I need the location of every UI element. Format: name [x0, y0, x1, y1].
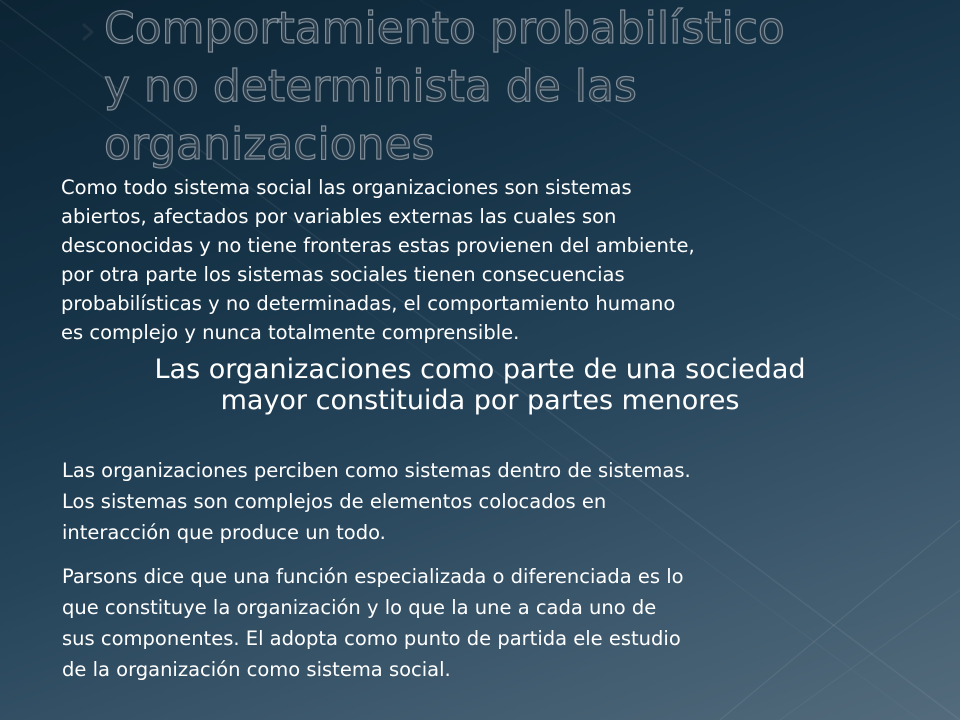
title-line: Comportamiento probabilístico — [104, 3, 785, 54]
title-line: y no determinista de las — [104, 61, 637, 112]
paragraph-line: Las organizaciones perciben como sistemas dentro de sistemas. — [62, 459, 691, 482]
paragraph-line: Parsons dice que una función especializada o diferenciada es lo — [62, 565, 684, 588]
paragraph-line: abiertos, afectados por variables externas las cuales son — [61, 205, 617, 228]
paragraph-line: Como todo sistema social las organizaciones son sistemas — [61, 176, 632, 199]
subheading-line: mayor constituida por partes menores — [220, 385, 740, 416]
paragraph-line: probabilísticas y no determinadas, el comportamiento humano — [61, 292, 676, 315]
paragraph-line: que constituye la organización y lo que la une a cada uno de — [62, 596, 657, 619]
paragraph-line: interacción que produce un todo. — [62, 521, 386, 544]
title-line: organizaciones — [104, 119, 435, 170]
section-subheading — [40, 354, 920, 416]
paragraph-line: desconocidas y no tiene fronteras estas provienen del ambiente, — [61, 234, 695, 257]
chevron-right-icon — [78, 22, 98, 42]
paragraph-line: sus componentes. El adopta como punto de partida ele estudio — [62, 627, 681, 650]
paragraph-line: de la organización como sistema social. — [62, 658, 451, 681]
subheading-line: Las organizaciones como parte de una sociedad — [154, 354, 806, 385]
paragraph-line: por otra parte los sistemas sociales tienen consecuencias — [61, 263, 625, 286]
intro-paragraph — [61, 173, 921, 347]
paragraph-line: es complejo y nunca totalmente comprensible. — [61, 321, 520, 344]
slide-title — [104, 0, 924, 174]
parsons-paragraph — [62, 561, 922, 685]
paragraph-line: Los sistemas son complejos de elementos colocados en — [62, 490, 607, 513]
systems-paragraph — [62, 455, 922, 548]
